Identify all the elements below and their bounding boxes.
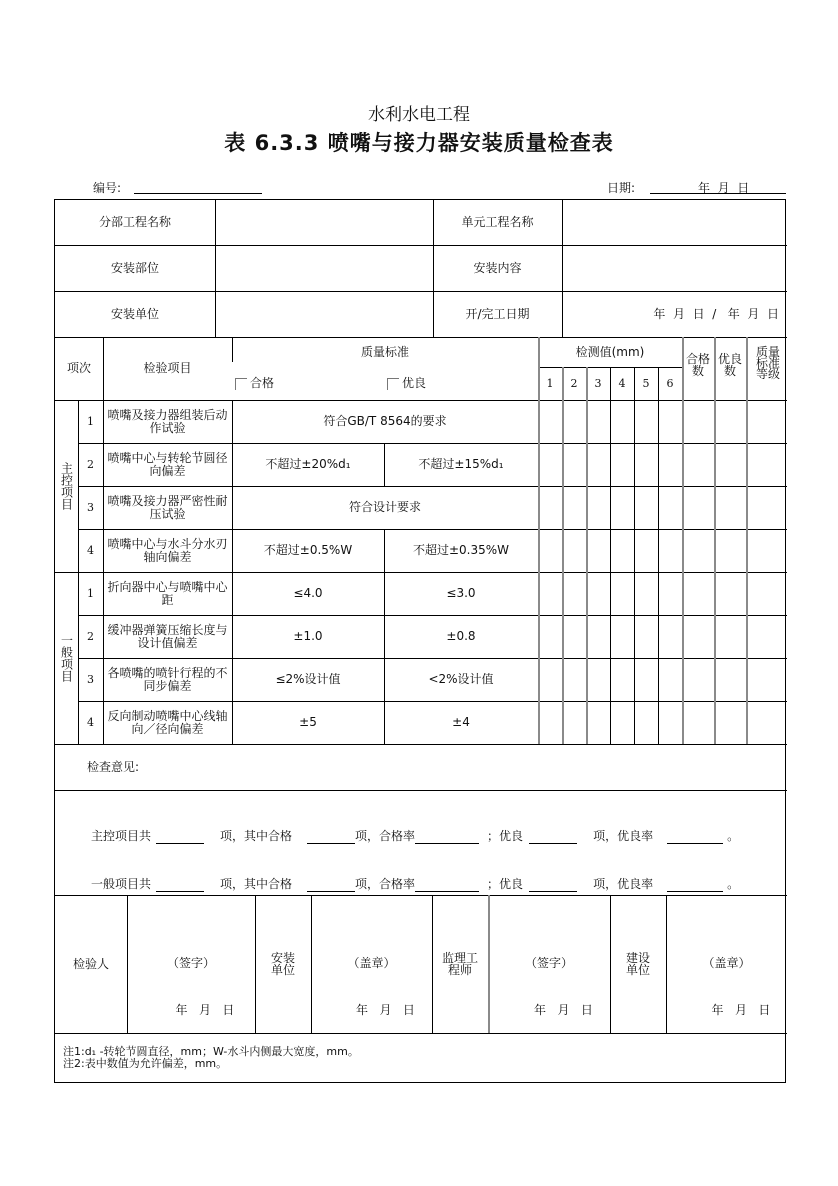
item-hege: 不超过±20%d₁ [265,457,351,471]
kaiwangong-value[interactable]: 年 月 日 / 年 月 日 [653,306,779,321]
zhukong-hege-field[interactable] [307,831,355,844]
item-name: 喷嘴中心与转轮节圆径向偏差 [107,450,228,478]
yiban-hege-field[interactable] [307,879,355,892]
jiance-num: 2 [570,377,578,390]
hege-checkbox[interactable] [235,367,385,400]
yiban-hegelv-field[interactable] [415,879,479,892]
anzhuang-danwei-field[interactable] [215,291,433,337]
jianshe-date: 年 月 日 [711,1003,771,1017]
anzhuang-neirong-field[interactable] [562,245,787,291]
item-standard: 符合GB/T 8564的要求 [323,414,447,428]
item-no: 2 [87,630,94,643]
zhukong-youlianglv-field[interactable] [667,831,723,844]
number-field[interactable] [134,179,262,194]
document-title: 表 6.3.3 喷嘴与接力器安装质量检查表 [224,131,614,155]
anzhuang-seal[interactable]: （盖章） [347,956,396,970]
document-subtitle: 水利水电工程 [368,105,470,125]
summary-zhukong: 主控项目共 项，其中合格 项，合格率 ；优良 项，优良率 。 [91,829,740,843]
item-no: 3 [87,673,94,686]
jianshe-danwei-label: 建设单位 [625,951,650,977]
item-name: 喷嘴及接力器严密性耐压试验 [107,493,228,521]
anzhuang-danwei-label: 安装单位 [110,306,159,321]
item-name: 折向器中心与喷嘴中心距 [107,579,228,607]
number-label: 编号: [93,181,122,195]
yiban-youlianglv-field[interactable] [667,879,723,892]
zhukong-hegelv-field[interactable] [415,831,479,844]
item-no: 1 [87,415,94,428]
zhukong-total-field[interactable] [156,831,204,844]
jiance-num: 5 [642,377,650,390]
anzhuang-danwei-sig-label: 安装单位 [270,951,295,977]
danyuan-field[interactable] [562,200,787,245]
hege-label: 合格 [250,376,275,390]
youliang-label: 优良 [402,376,427,390]
item-name: 喷嘴及接力器组装后动作试验 [107,407,228,435]
item-hege: ±5 [299,715,317,729]
item-hege: ≤4.0 [293,586,323,600]
jiance-num: 4 [618,377,626,390]
item-hege: ±1.0 [293,629,323,643]
item-name: 缓冲器弹簧压缩长度与设计值偏差 [107,622,228,650]
item-no: 4 [87,544,94,557]
fenbu-label: 分部工程名称 [98,215,171,229]
jianyanren-label: 检验人 [72,956,109,971]
jianshe-seal[interactable]: （盖章） [702,956,751,970]
item-youliang: ±4 [452,715,470,729]
item-youliang: ±0.8 [446,629,476,643]
jiance-num: 6 [666,377,674,390]
kaiwangong-label: 开/完工日期 [465,306,530,321]
zhukong-youliang-field[interactable] [529,831,577,844]
col-youliang-shu: 优良数 [717,352,742,378]
col-xiangci: 项次 [66,361,91,375]
danyuan-label: 单元工程名称 [461,215,534,229]
group-yiban: 一般项目 [59,634,74,682]
jianyanren-date: 年 月 日 [175,1003,235,1017]
item-no: 3 [87,501,94,514]
yiban-youliang-field[interactable] [529,879,577,892]
summary-yiban: 一般项目共 项，其中合格 项，合格率 ；优良 项，优良率 。 [91,877,740,891]
jianli-date: 年 月 日 [534,1003,593,1017]
date-label: 日期: [607,181,636,195]
item-youliang: 不超过±15%d₁ [418,457,504,471]
checkbox-icon [387,378,399,390]
item-no: 4 [87,716,94,729]
item-no: 2 [87,458,94,471]
inspection-table [54,199,786,1083]
col-jiance: 检测值(mm) [575,344,645,359]
item-youliang: 不超过±0.35%W [412,543,510,557]
item-hege: ≤2%设计值 [275,672,341,686]
group-zhukong: 主控项目 [59,462,74,510]
anzhuang-buwei-field[interactable] [215,245,433,291]
item-hege: 不超过±0.5%W [263,543,353,557]
youliang-checkbox[interactable] [387,367,537,400]
item-youliang: ≤3.0 [446,586,476,600]
note-1: 注1:d₁ -转轮节圆直径，mm；W-水斗内侧最大宽度，mm。 [63,1045,359,1058]
item-name: 喷嘴中心与水斗分水刃轴向偏差 [107,536,228,564]
anzhuang-buwei-label: 安装部位 [110,260,159,275]
item-youliang: <2%设计值 [428,672,494,686]
opinion-label: 检查意见: [87,759,140,774]
item-name: 反向制动喷嘴中心线轴向／径向偏差 [107,708,228,736]
col-zhiliang: 质量标准 [360,344,409,359]
item-name: 各喷嘴的喷针行程的不同步偏差 [107,665,228,693]
jiance-num: 3 [594,377,602,390]
anzhuang-neirong-label: 安装内容 [473,260,522,275]
note-2: 注2:表中数值为允许偏差，mm。 [63,1057,228,1070]
checkbox-icon [235,378,247,390]
anzhuang-date: 年 月 日 [356,1003,415,1017]
jianli-label: 监理工程师 [441,951,478,977]
col-hege-shu: 合格数 [685,352,710,378]
item-no: 1 [87,587,94,600]
date-value: 年 月 日 [698,181,750,195]
col-dengji: 质量标准等级 [755,345,780,381]
fenbu-field[interactable] [215,200,433,245]
jiance-num: 1 [546,377,554,390]
item-standard: 符合设计要求 [348,500,421,514]
yiban-total-field[interactable] [156,879,204,892]
jianyanren-sign[interactable]: （签字） [166,956,215,970]
col-jianyan: 检验项目 [143,361,192,375]
jianli-sign[interactable]: （签字） [524,956,573,970]
